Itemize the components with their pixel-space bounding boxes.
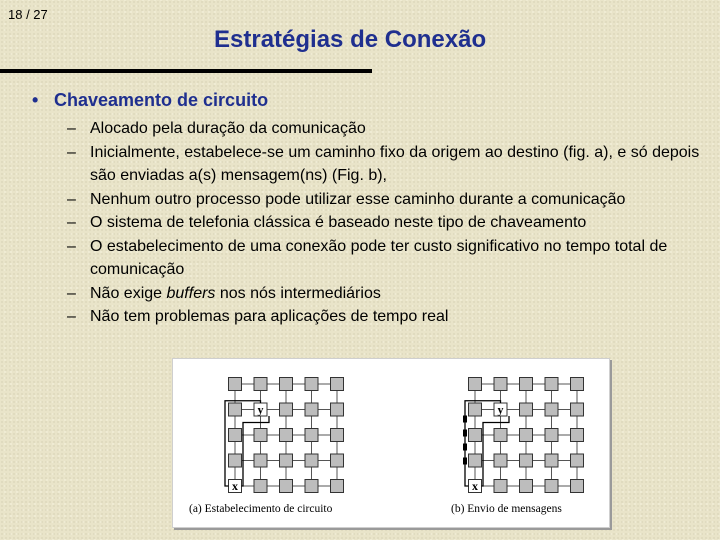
title-underline bbox=[0, 69, 372, 73]
network-node bbox=[494, 480, 507, 493]
network-node bbox=[469, 378, 482, 391]
network-node bbox=[494, 378, 507, 391]
network-node bbox=[254, 429, 267, 442]
network-node bbox=[545, 429, 558, 442]
network-node bbox=[280, 480, 293, 493]
network-node bbox=[520, 403, 533, 416]
main-bullet-text: Chaveamento de circuito bbox=[54, 90, 269, 110]
network-node bbox=[331, 454, 344, 467]
network-node bbox=[571, 378, 584, 391]
network-node bbox=[280, 378, 293, 391]
network-node bbox=[229, 429, 242, 442]
network-node bbox=[571, 403, 584, 416]
sub-item bbox=[67, 211, 707, 235]
network-node bbox=[520, 480, 533, 493]
message-packet bbox=[463, 444, 467, 451]
sub-item bbox=[67, 305, 707, 329]
circuit-path-inner bbox=[242, 416, 270, 486]
slide-title: Estratégias de Conexão bbox=[214, 26, 487, 53]
network-node bbox=[494, 429, 507, 442]
network-node bbox=[571, 480, 584, 493]
sub-item-text: Alocado pela duração da comunicação bbox=[90, 120, 366, 137]
network-node bbox=[229, 403, 242, 416]
network-node bbox=[331, 429, 344, 442]
sub-item bbox=[67, 188, 707, 212]
network-node bbox=[469, 403, 482, 416]
network-node bbox=[331, 480, 344, 493]
dash-marker: – bbox=[67, 120, 76, 137]
network-node bbox=[520, 454, 533, 467]
network-node bbox=[254, 378, 267, 391]
network-node bbox=[545, 454, 558, 467]
network-node bbox=[545, 403, 558, 416]
network-node bbox=[280, 454, 293, 467]
network-node bbox=[520, 378, 533, 391]
sub-item-text-suffix: nos nós intermediários bbox=[215, 284, 381, 302]
network-node bbox=[545, 480, 558, 493]
network-node bbox=[229, 454, 242, 467]
network-node bbox=[305, 454, 318, 467]
bullet-marker: • bbox=[32, 90, 39, 110]
sub-item-text: Nenhum outro processo pode utilizar esse caminho durante a comunicação bbox=[90, 190, 626, 208]
destination-label: y bbox=[497, 402, 504, 417]
network-node bbox=[254, 454, 267, 467]
network-node bbox=[331, 403, 344, 416]
dash-marker: – bbox=[67, 214, 76, 231]
sub-item bbox=[67, 235, 707, 282]
message-packet bbox=[463, 458, 467, 465]
message-packet bbox=[463, 430, 467, 437]
network-node bbox=[229, 378, 242, 391]
dash-marker: – bbox=[67, 237, 76, 255]
main-bullet bbox=[32, 90, 268, 111]
source-label: x bbox=[232, 479, 238, 493]
sub-item-text: O estabelecimento de uma conexão pode ter custo significativo no tempo total de comunicação bbox=[90, 237, 668, 278]
circuit-path-inner bbox=[482, 416, 510, 486]
network-node bbox=[280, 403, 293, 416]
sub-item bbox=[67, 117, 707, 141]
message-packet bbox=[463, 416, 467, 423]
caption-b: (b) Envio de mensagens bbox=[451, 503, 562, 515]
network-node bbox=[520, 429, 533, 442]
network-node bbox=[571, 429, 584, 442]
sub-item-text bbox=[90, 282, 707, 306]
mesh-network-diagram bbox=[173, 359, 609, 527]
network-node bbox=[494, 454, 507, 467]
dash-marker: – bbox=[67, 143, 76, 161]
slide-number: 18 / 27 bbox=[8, 7, 48, 22]
sub-item-emphasis: buffers bbox=[166, 284, 216, 302]
network-node bbox=[571, 454, 584, 467]
network-node bbox=[469, 429, 482, 442]
network-node bbox=[305, 429, 318, 442]
dash-marker: – bbox=[67, 308, 76, 325]
sub-item-text-prefix: Não exige bbox=[90, 284, 167, 302]
sub-item-text: O sistema de telefonia clássica é baseado neste tipo de chaveamento bbox=[90, 214, 587, 231]
sub-item bbox=[67, 282, 707, 306]
caption-a: (a) Estabelecimento de circuito bbox=[189, 503, 333, 515]
dash-marker: – bbox=[67, 190, 76, 208]
network-node bbox=[305, 480, 318, 493]
network-node bbox=[254, 480, 267, 493]
destination-label: y bbox=[257, 402, 264, 417]
sub-item-text: Não tem problemas para aplicações de tempo real bbox=[90, 308, 449, 325]
source-label: x bbox=[472, 479, 478, 493]
sub-item-text: Inicialmente, estabelece-se um caminho fixo da origem ao destino (fig. a), e só depois são enviadas a(s) mensagem(ns) (Fig. b), bbox=[90, 143, 700, 184]
network-node bbox=[305, 403, 318, 416]
network-node bbox=[331, 378, 344, 391]
dash-marker: – bbox=[67, 284, 76, 302]
network-figure bbox=[172, 358, 610, 528]
network-node bbox=[469, 454, 482, 467]
sub-item bbox=[67, 141, 707, 188]
sub-item-list bbox=[67, 117, 707, 329]
network-node bbox=[305, 378, 318, 391]
network-node bbox=[280, 429, 293, 442]
network-node bbox=[545, 378, 558, 391]
